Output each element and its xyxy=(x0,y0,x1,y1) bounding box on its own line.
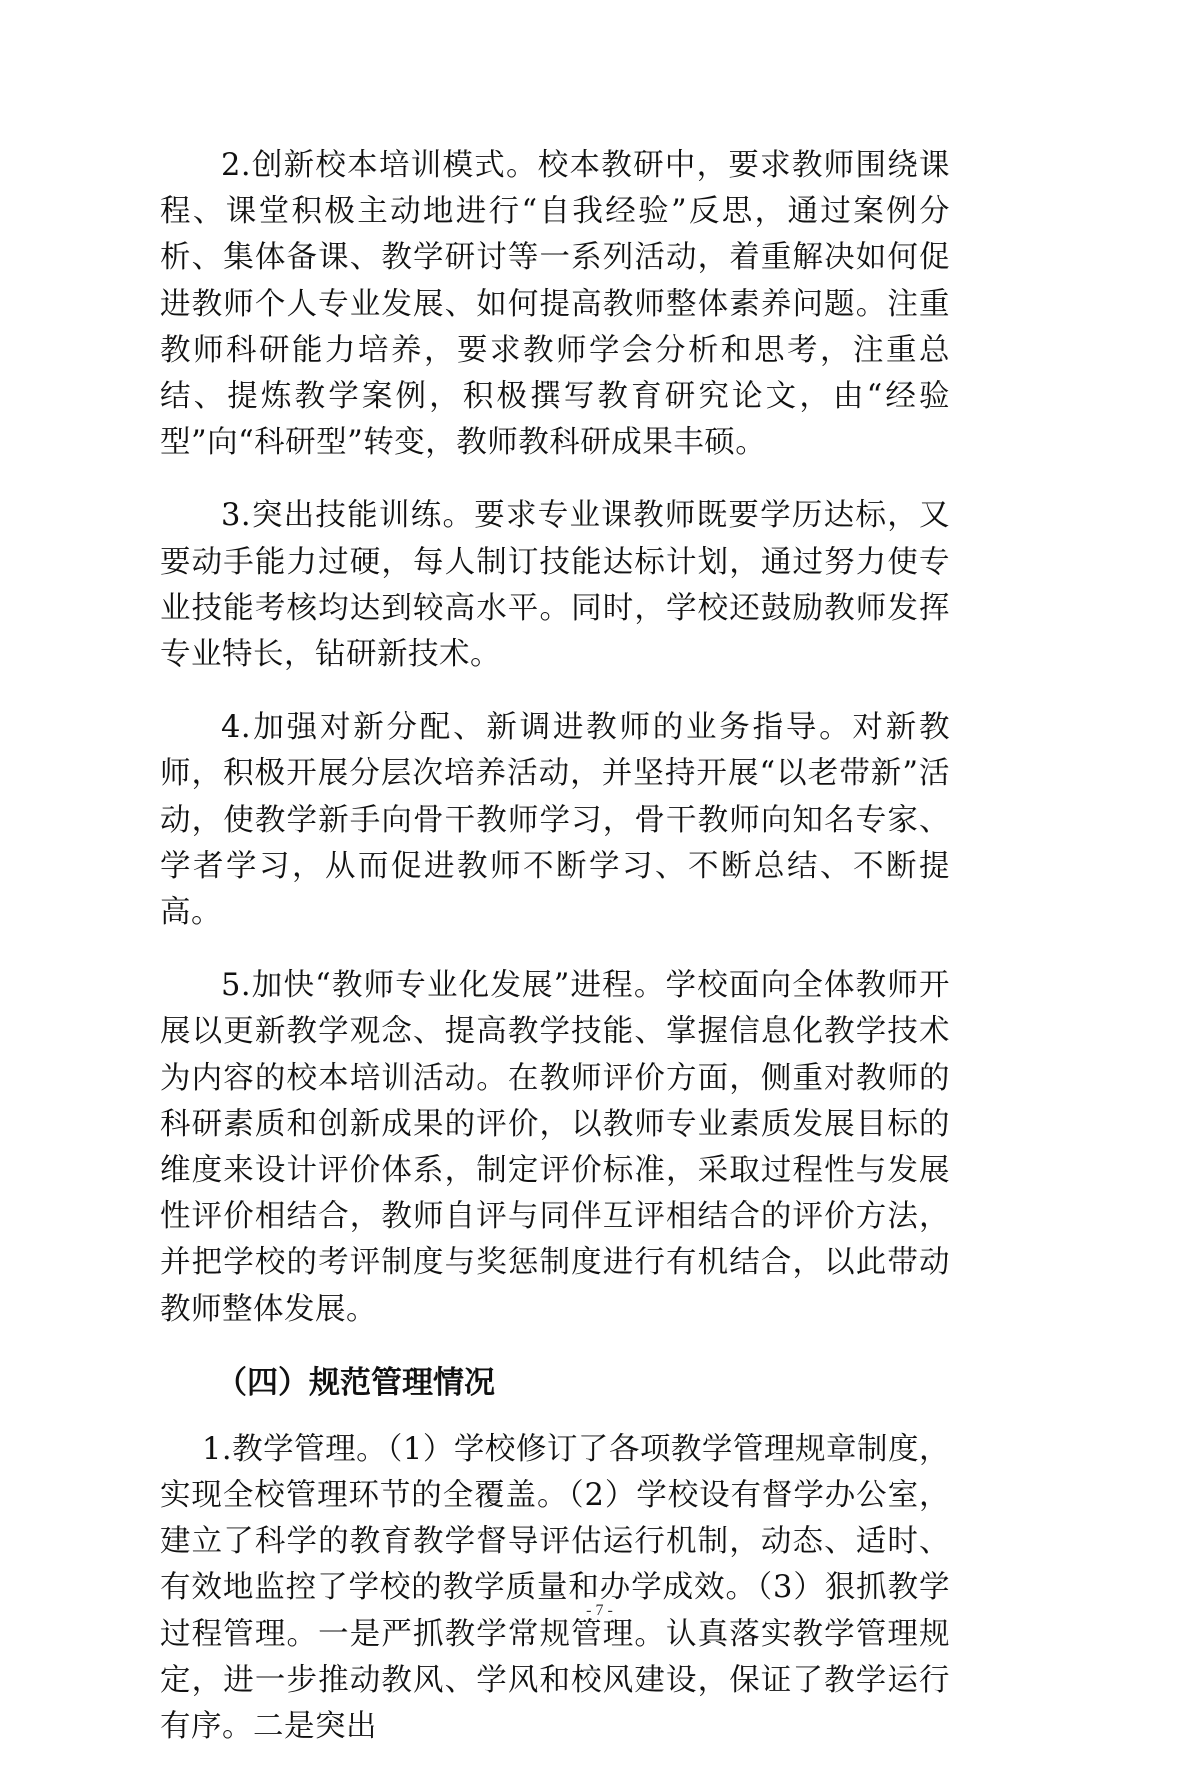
paragraph-professional-development: 5.加快“教师专业化发展”进程。学校面向全体教师开展以更新教学观念、提高教学技能、掌握信息化教学技术为内容的校本培训活动。在教师评价方面，侧重对教师的科研素质和创新成果的评价，以教师专业素质发展目标的维度来设计评价体系，制定评价标准，采取过程性与发展性评价相结合，教师自评与同伴互评相结合的评价方法，并把学校的考评制度与奖惩制度进行有机结合，以此带动教师整体发展。 xyxy=(160,968,950,1327)
paragraph-teaching-management: 1.教学管理。（1）学校修订了各项教学管理规章制度，实现全校管理环节的全覆盖。（2）学校设有督学办公室，建立了科学的教育教学督导评估运行机制，动态、适时、有效地监控了学校的教学质量和办学成效。（3）狠抓教学过程管理。一是严抓教学常规管理。认真落实教学管理规定，进一步推动教风、学风和校风建设，保证了教学运行有序。二是突出 xyxy=(160,1431,950,1745)
document-body xyxy=(160,143,950,1777)
page-number: - 7 - xyxy=(586,1602,613,1619)
paragraph-skill-training: 3.突出技能训练。要求专业课教师既要学历达标，又要动手能力过硬，每人制订技能达标计划，通过努力使专业技能考核均达到较高水平。同时，学校还鼓励教师发挥专业特长，钻研新技术。 xyxy=(160,498,950,673)
paragraph-new-teacher-guidance: 4.加强对新分配、新调进教师的业务指导。对新教师，积极开展分层次培养活动，并坚持开展“以老带新”活动，使教学新手向骨干教师学习，骨干教师向知名专家、学者学习，从而促进教师不断学习、不断总结、不断提高。 xyxy=(160,710,950,931)
paragraph-innovate-training: 2.创新校本培训模式。校本教研中，要求教师围绕课程、课堂积极主动地进行“自我经验”反思，通过案例分析、集体备课、教学研讨等一系列活动，着重解决如何促进教师个人专业发展、如何提高教师整体素养问题。注重教师科研能力培养，要求教师学会分析和思考，注重总结、提炼教学案例，积极撰写教育研究论文，由“经验型”向“科研型”转变，教师教科研成果丰硕。 xyxy=(160,148,950,461)
section-heading: （四）规范管理情况 xyxy=(216,1364,495,1401)
